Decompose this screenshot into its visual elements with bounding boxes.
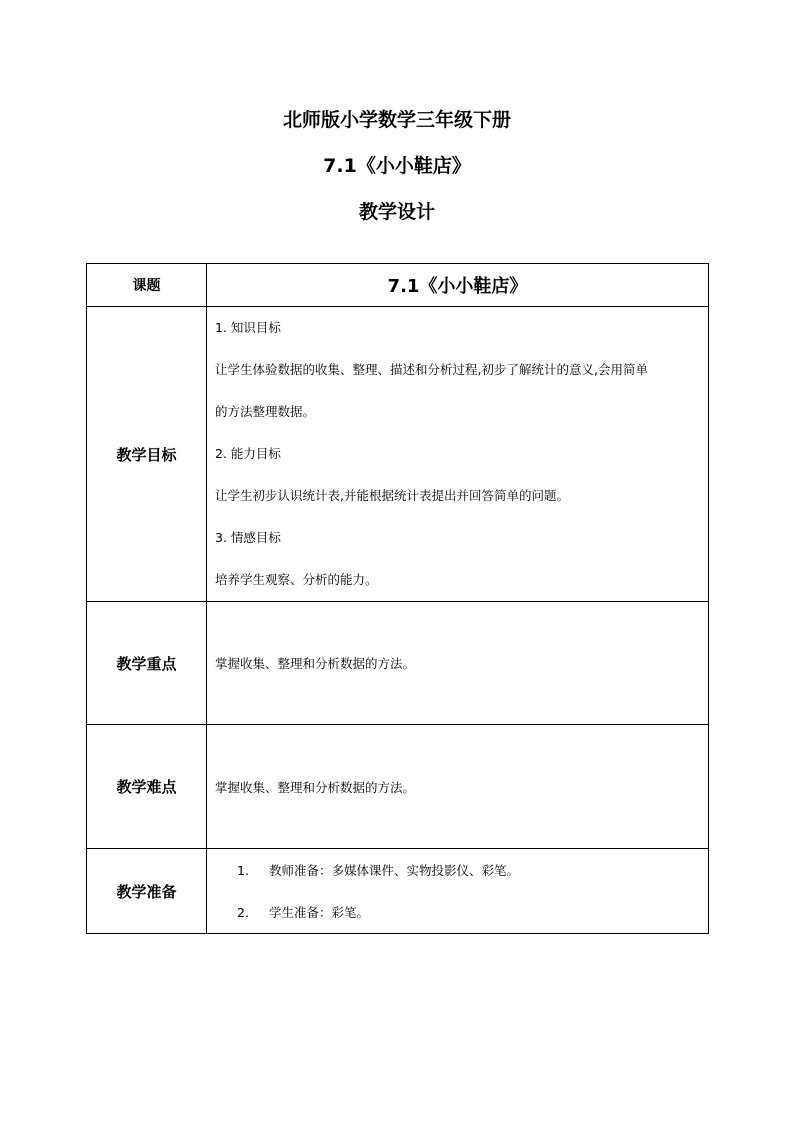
difficulties-value: 掌握收集、整理和分析数据的方法。 [207, 725, 709, 849]
title-line-design: 教学设计 [358, 201, 435, 223]
goal-text-knowledge-1: 让学生体验数据的收集、整理、描述和分析过程,初步了解统计的意义,会用简单 [215, 362, 648, 377]
list-item [207, 861, 708, 881]
title-line-lesson: 7.1《小小鞋店》 [323, 155, 471, 177]
key-points-value: 掌握收集、整理和分析数据的方法。 [207, 602, 709, 725]
title-line-textbook: 北师版小学数学三年级下册 [282, 109, 511, 131]
topic-value: 7.1《小小鞋店》 [207, 264, 709, 307]
prep-item-text: 教师准备：多媒体课件、实物投影仪、彩笔。 [269, 863, 520, 878]
goals-content [207, 307, 709, 602]
table-row-topic [87, 264, 709, 307]
goal-heading-ability: 2. 能力目标 [215, 446, 281, 461]
list-item [207, 903, 708, 923]
preparation-content [207, 849, 709, 934]
key-points-label: 教学重点 [87, 602, 207, 725]
goal-text-emotion: 培养学生观察、分析的能力。 [215, 572, 378, 587]
table-row-key-points [87, 602, 709, 725]
goal-heading-knowledge: 1. 知识目标 [215, 320, 281, 335]
prep-item-text: 学生准备：彩笔。 [269, 905, 370, 920]
goal-text-ability: 让学生初步认识统计表,并能根据统计表提出并回答简单的问题。 [215, 488, 569, 503]
lesson-plan-table [86, 263, 709, 934]
prep-item-number: 2. [237, 905, 249, 920]
preparation-label: 教学准备 [87, 849, 207, 934]
difficulties-label: 教学难点 [87, 725, 207, 849]
prep-item-number: 1. [237, 863, 249, 878]
table-row-difficulties [87, 725, 709, 849]
goal-text-knowledge-2: 的方法整理数据。 [215, 404, 316, 419]
topic-label: 课题 [87, 264, 207, 307]
document-title [0, 104, 794, 242]
table-row-preparation [87, 849, 709, 934]
table-row-goals [87, 307, 709, 602]
goals-label: 教学目标 [87, 307, 207, 602]
goal-heading-emotion: 3. 情感目标 [215, 530, 281, 545]
